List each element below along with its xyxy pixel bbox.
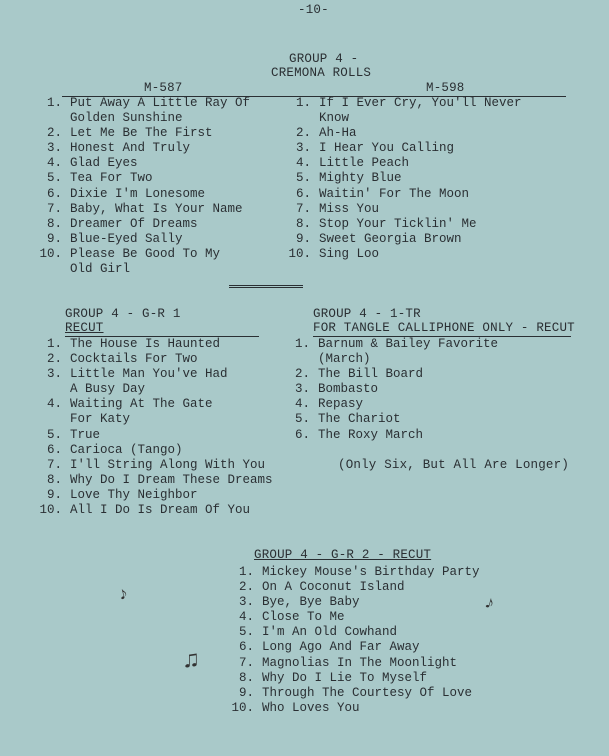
list-item bbox=[32, 156, 250, 171]
cremona-title: GROUP 4 - bbox=[289, 52, 359, 66]
item-number: 4. bbox=[294, 397, 310, 412]
item-number: 10. bbox=[39, 503, 62, 518]
list-item bbox=[32, 187, 250, 202]
cremona-subtitle: CREMONA ROLLS bbox=[271, 66, 372, 80]
item-title: Why Do I Lie To Myself bbox=[262, 670, 428, 685]
item-title: Please Be Good To My bbox=[70, 246, 221, 261]
item-title-continuation: (March) bbox=[318, 352, 371, 367]
list-item bbox=[32, 126, 250, 141]
list-item bbox=[32, 232, 250, 247]
item-number: 1. bbox=[46, 96, 62, 110]
item-number: 9. bbox=[238, 685, 254, 700]
item-title: Barnum & Bailey Favorite bbox=[318, 337, 499, 351]
gr2-list bbox=[224, 565, 480, 716]
item-title: The Bill Board bbox=[318, 367, 424, 382]
list-item bbox=[32, 458, 273, 473]
item-number: 8. bbox=[46, 216, 62, 231]
item-number: 2. bbox=[294, 367, 310, 382]
item-number: 2. bbox=[46, 126, 62, 141]
list-item bbox=[281, 126, 522, 141]
cremona-right-heading: M-598 bbox=[426, 81, 465, 95]
section-divider bbox=[229, 285, 303, 286]
item-number: 5. bbox=[46, 171, 62, 186]
item-number: 8. bbox=[46, 472, 62, 487]
item-title: Little Peach bbox=[319, 156, 410, 171]
item-title: Put Away A Little Ray Of bbox=[70, 96, 251, 110]
item-title: Cocktails For Two bbox=[70, 352, 198, 367]
item-title: Waiting At The Gate bbox=[70, 397, 213, 412]
item-number: 4. bbox=[295, 156, 311, 171]
item-title: Carioca (Tango) bbox=[70, 442, 183, 457]
item-number: 3. bbox=[238, 595, 254, 610]
list-item bbox=[224, 625, 480, 640]
list-item bbox=[281, 187, 522, 202]
list-item bbox=[280, 382, 498, 397]
item-number: 5. bbox=[46, 427, 62, 442]
list-item bbox=[224, 686, 480, 701]
item-number: 3. bbox=[46, 141, 62, 156]
item-title: Close To Me bbox=[262, 610, 345, 625]
list-item bbox=[32, 503, 273, 518]
list-item bbox=[224, 565, 480, 580]
item-number: 1. bbox=[294, 337, 310, 351]
item-number: 2. bbox=[46, 352, 62, 367]
item-number: 9. bbox=[295, 231, 311, 246]
item-title: Love Thy Neighbor bbox=[70, 487, 198, 502]
list-item bbox=[32, 428, 273, 443]
item-number: 2. bbox=[238, 580, 254, 595]
list-item bbox=[224, 580, 480, 595]
list-item bbox=[281, 96, 522, 126]
item-title: Waitin' For The Moon bbox=[319, 186, 470, 201]
item-title: Mighty Blue bbox=[319, 171, 402, 186]
item-title: Baby, What Is Your Name bbox=[70, 201, 243, 216]
item-number: 4. bbox=[238, 610, 254, 625]
item-title: The Chariot bbox=[318, 412, 401, 427]
list-item bbox=[224, 656, 480, 671]
list-item bbox=[281, 217, 522, 232]
list-item bbox=[280, 412, 498, 427]
item-title: Bombasto bbox=[318, 382, 379, 397]
list-item bbox=[32, 473, 273, 488]
item-title: I'm An Old Cowhand bbox=[262, 625, 398, 640]
list-item bbox=[32, 352, 273, 367]
item-number: 6. bbox=[294, 427, 310, 442]
tr1-title: GROUP 4 - 1-TR bbox=[313, 307, 421, 321]
gr1-title: GROUP 4 - G-R 1 bbox=[65, 307, 181, 321]
item-title: Long Ago And Far Away bbox=[262, 640, 420, 655]
list-item bbox=[32, 443, 273, 458]
item-title: Miss You bbox=[319, 201, 380, 216]
item-number: 9. bbox=[46, 231, 62, 246]
item-number: 10. bbox=[288, 246, 311, 261]
item-number: 7. bbox=[46, 201, 62, 216]
item-title: On A Coconut Island bbox=[262, 580, 405, 595]
item-number: 5. bbox=[238, 625, 254, 640]
item-number: 10. bbox=[39, 246, 62, 261]
list-item bbox=[281, 156, 522, 171]
item-title-continuation: Old Girl bbox=[70, 262, 131, 277]
item-title-continuation: For Katy bbox=[70, 412, 131, 427]
item-number: 3. bbox=[46, 367, 62, 382]
item-number: 3. bbox=[295, 141, 311, 156]
cremona-left-heading: M-587 bbox=[144, 81, 183, 95]
item-number: 5. bbox=[294, 412, 310, 427]
tr1-note: (Only Six, But All Are Longer) bbox=[338, 458, 570, 472]
list-item bbox=[32, 171, 250, 186]
list-item bbox=[32, 337, 273, 352]
item-number: 9. bbox=[46, 487, 62, 502]
music-note-icon: ♪ bbox=[115, 583, 132, 607]
item-title: Glad Eyes bbox=[70, 156, 138, 171]
item-title: Sing Loo bbox=[319, 246, 380, 261]
item-number: 7. bbox=[238, 655, 254, 670]
list-item bbox=[32, 141, 250, 156]
item-number: 4. bbox=[46, 397, 62, 412]
list-item bbox=[224, 671, 480, 686]
item-title-continuation: Know bbox=[319, 111, 350, 126]
list-item bbox=[281, 247, 522, 262]
item-number: 3. bbox=[294, 382, 310, 397]
list-item bbox=[32, 217, 250, 232]
list-item bbox=[32, 488, 273, 503]
list-item bbox=[224, 640, 480, 655]
item-number: 7. bbox=[46, 457, 62, 472]
item-title: Sweet Georgia Brown bbox=[319, 231, 462, 246]
item-title: Little Man You've Had bbox=[70, 367, 228, 382]
item-title: Why Do I Dream These Dreams bbox=[70, 472, 273, 487]
item-number: 4. bbox=[46, 156, 62, 171]
item-title: Tea For Two bbox=[70, 171, 153, 186]
section-divider-2 bbox=[229, 287, 303, 288]
item-number: 7. bbox=[295, 201, 311, 216]
list-item bbox=[280, 367, 498, 382]
item-title: Dreamer Of Dreams bbox=[70, 216, 198, 231]
item-number: 1. bbox=[46, 337, 62, 351]
list-item bbox=[32, 202, 250, 217]
list-item bbox=[280, 428, 498, 443]
item-title: The House Is Haunted bbox=[70, 337, 221, 351]
list-item bbox=[224, 610, 480, 625]
tr1-list bbox=[280, 337, 498, 443]
item-number: 6. bbox=[238, 640, 254, 655]
item-title: Repasy bbox=[318, 397, 364, 412]
cremona-right-list bbox=[281, 96, 522, 262]
item-number: 8. bbox=[238, 670, 254, 685]
item-number: 1. bbox=[238, 565, 254, 579]
tr1-subtitle: FOR TANGLE CALLIPHONE ONLY - RECUT bbox=[313, 321, 575, 335]
item-number: 2. bbox=[295, 126, 311, 141]
list-item bbox=[32, 247, 250, 277]
item-title: The Roxy March bbox=[318, 427, 424, 442]
list-item bbox=[281, 171, 522, 186]
item-title: I Hear You Calling bbox=[319, 141, 455, 156]
item-title: If I Ever Cry, You'll Never bbox=[319, 96, 522, 110]
list-item bbox=[281, 202, 522, 217]
item-title: True bbox=[70, 427, 101, 442]
page-number: -10- bbox=[298, 3, 329, 17]
item-number: 1. bbox=[295, 96, 311, 110]
item-number: 6. bbox=[46, 186, 62, 201]
list-item bbox=[281, 232, 522, 247]
list-item bbox=[32, 367, 273, 397]
item-title: Let Me Be The First bbox=[70, 126, 213, 141]
item-title: Ah-Ha bbox=[319, 126, 357, 141]
item-number: 6. bbox=[295, 186, 311, 201]
item-title: Stop Your Ticklin' Me bbox=[319, 216, 477, 231]
gr1-list bbox=[32, 337, 273, 518]
double-music-note-icon: ♫ bbox=[184, 648, 199, 675]
item-number: 8. bbox=[295, 216, 311, 231]
cremona-left-list bbox=[32, 96, 250, 277]
item-title: Blue-Eyed Sally bbox=[70, 231, 183, 246]
item-title: Mickey Mouse's Birthday Party bbox=[262, 565, 480, 579]
list-item bbox=[32, 397, 273, 427]
gr2-title: GROUP 4 - G-R 2 - RECUT bbox=[254, 548, 432, 562]
music-note-icon: ♪ bbox=[481, 592, 498, 616]
item-title-continuation: A Busy Day bbox=[70, 382, 146, 397]
item-number: 6. bbox=[46, 442, 62, 457]
item-title: Magnolias In The Moonlight bbox=[262, 655, 458, 670]
item-title: I'll String Along With You bbox=[70, 457, 266, 472]
item-title: Dixie I'm Lonesome bbox=[70, 186, 206, 201]
list-item bbox=[280, 397, 498, 412]
item-title: Who Loves You bbox=[262, 700, 360, 715]
list-item bbox=[224, 701, 480, 716]
list-item bbox=[224, 595, 480, 610]
item-title: Honest And Truly bbox=[70, 141, 191, 156]
list-item bbox=[280, 337, 498, 367]
list-item bbox=[281, 141, 522, 156]
item-title: All I Do Is Dream Of You bbox=[70, 503, 251, 518]
item-title: Through The Courtesy Of Love bbox=[262, 685, 473, 700]
gr1-subtitle: RECUT bbox=[65, 321, 104, 335]
item-title: Bye, Bye Baby bbox=[262, 595, 360, 610]
item-number: 10. bbox=[231, 700, 254, 715]
item-title-continuation: Golden Sunshine bbox=[70, 111, 183, 126]
list-item bbox=[32, 96, 250, 126]
item-number: 5. bbox=[295, 171, 311, 186]
